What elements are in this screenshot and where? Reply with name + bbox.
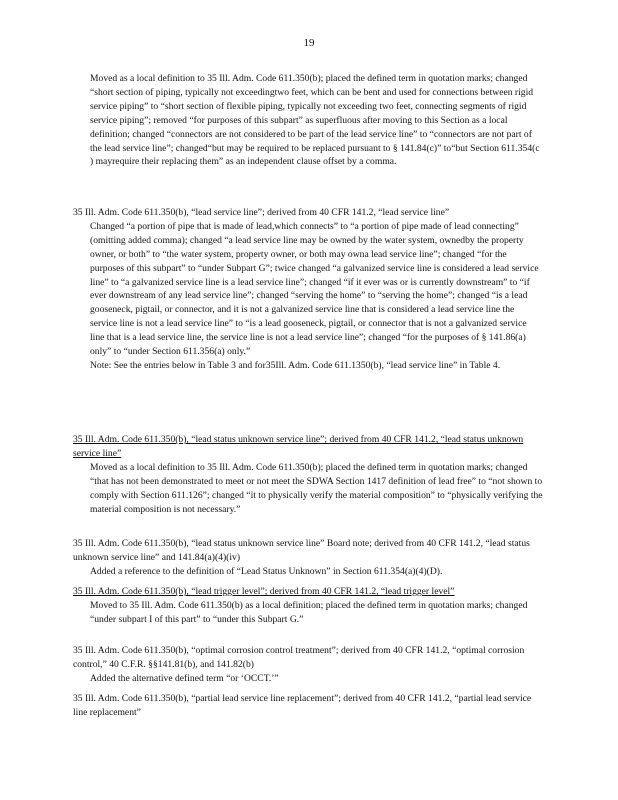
entry-partial-replacement [73, 692, 543, 720]
entry-connector [73, 72, 543, 169]
entry-body [73, 220, 543, 373]
entry-paragraph: Changed “a portion of pipe that is made of lead,which connects” to “a portion of pipe made of lead connecting” (omitting added comma); changed “a lead service line may be owned by the water system, ownedby the property owner, or both” to “the water system, property owner, or both may owna lead service line”; changed “for the purposes of this subpart” to “under Subpart G”; twice changed “a galvanized service line is considered a lead service line” to “a galvanized service line is a lead service line”; changed “if it ever was or is currently downstream” to “if ever downstream of any lead service line”; changed “serving the home” to “serving the home”; changed “is a lead gooseneck, pigtail, or connector, and it is not a galvanized service line that is considered a lead service line the service line is not a lead service line” to “is a lead gooseneck, pigtail, or connector that is not a galvanized service line that is a lead service line, the service line is not a lead service line”; changed “for the purposes of § 141.86(a) only” to “under Section 611.356(a) only.” [90, 220, 539, 358]
entry-paragraph: Added the alternative defined term “or ‘OCCT.’” [90, 672, 279, 684]
entry-body [73, 672, 543, 686]
entry-paragraph: Moved as a local definition to 35 Ill. Adm. Code 611.350(b); placed the defined term in quotation marks; changed “short section of piping, typically not exceedingtwo feet, which can be bent and used for connections between rigid service piping” to “short section of flexible piping, typically not exceeding two feet, connecting segments of rigid service piping”; removed “for purposes of this subpart” as superfluous after moving to this Section as a local definition; changed “connectors are not considered to be part of the lead service line” to “connectors are not part of the lead service line”; changed“but may be required to be replaced pursuant to § 141.84(c)” to“but Section 611.354(c ) mayrequire their replacing them” as an independent clause offset by a comma. [90, 73, 540, 168]
entry-body [73, 72, 543, 169]
entry-occt [73, 644, 543, 686]
entry-heading: 35 Ill. Adm. Code 611.350(b), “lead trigger level”; derived from 40 CFR 141.2, “lead trigger level” [73, 586, 455, 597]
entry-body [73, 461, 543, 517]
entry-heading: 35 Ill. Adm. Code 611.350(b), “lead status unknown service line”; derived from 40 CFR 141.2, “lead status unknown service line” [73, 434, 524, 459]
page-number: 19 [303, 37, 315, 49]
entry-heading: 35 Ill. Adm. Code 611.350(b), “optimal corrosion control treatment”; derived from 40 CFR 141.2, “optimal corrosion control,” 40 C.F.R. §§141.81(b), and 141.82(b) [73, 645, 525, 670]
entry-heading: 35 Ill. Adm. Code 611.350(b), “partial lead service line replacement”; derived from 40 CFR 141.2, “partial lead service line replacement” [73, 693, 532, 718]
entry-note: Note: See the entries below in Table 3 and for35Ill. Adm. Code 611.1350(b), “lead service line” in Table 4. [90, 359, 501, 371]
entry-lead-trigger-level [73, 585, 543, 627]
entry-lead-status-unknown-note [73, 537, 543, 579]
entry-body [73, 565, 543, 579]
entry-lead-service-line [73, 206, 543, 373]
entry-paragraph: Moved as a local definition to 35 Ill. Adm. Code 611.350(b); placed the defined term in quotation marks; changed “that has not been demonstrated to meet or not meet the SDWA Section 1417 definition of lead free” to “not shown to comply with Section 611.126”; changed “it to physically verify the material composition” to “physically verifying the material composition is not necessary.” [90, 461, 543, 515]
entry-heading: 35 Ill. Adm. Code 611.350(b), “lead service line”; derived from 40 CFR 141.2, “lead service line” [73, 207, 450, 218]
entry-body [73, 599, 543, 627]
entry-lead-status-unknown [73, 433, 543, 516]
entry-paragraph: Added a reference to the definition of “Lead Status Unknown” in Section 611.354(a)(4)(D). [90, 565, 443, 577]
entry-heading: 35 Ill. Adm. Code 611.350(b), “lead status unknown service line” Board note; derived from 40 CFR 141.2, “lead status unknown service line” and 141.84(a)(4)(iv) [73, 538, 530, 563]
entry-paragraph: Moved to 35 Ill. Adm. Code 611.350(b) as a local definition; placed the defined term in quotation marks; changed “under subpart I of this part” to “under this Subpart G.” [90, 599, 528, 625]
